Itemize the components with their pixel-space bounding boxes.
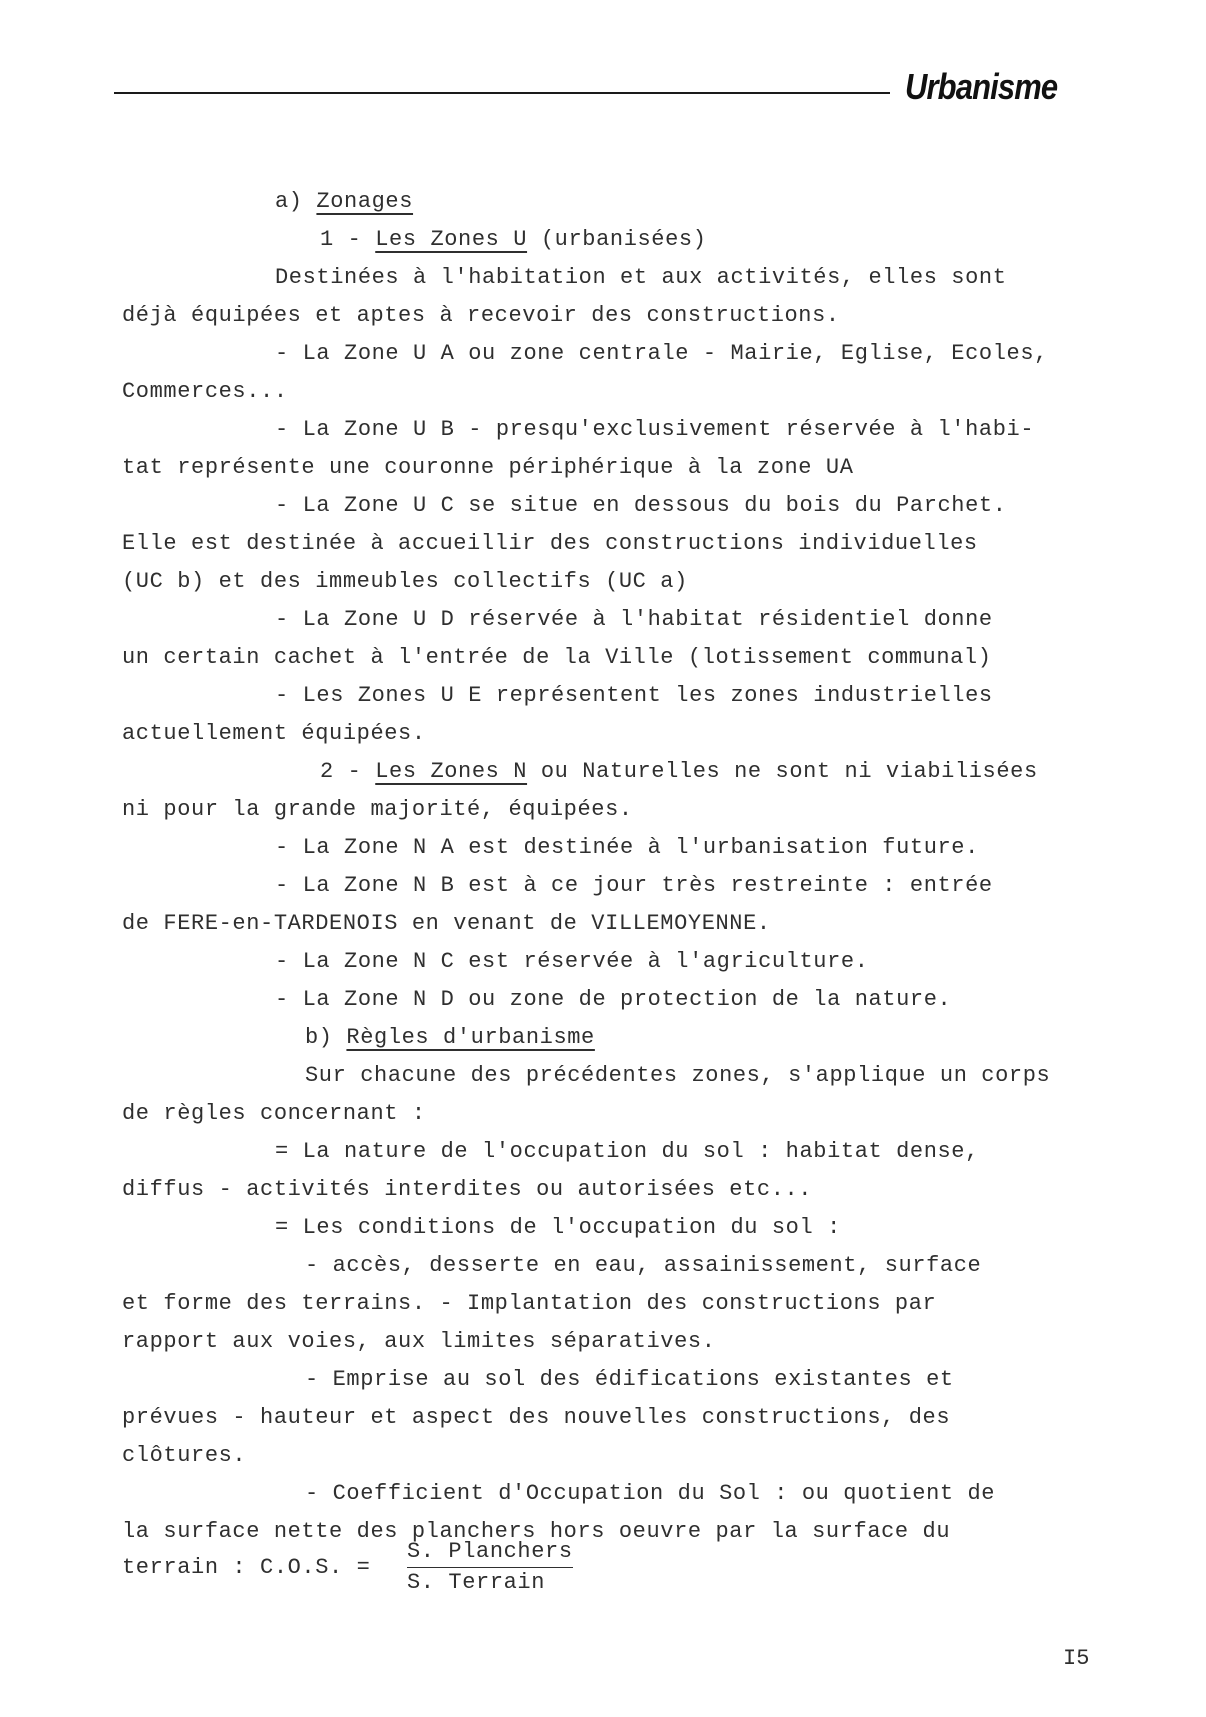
cos-line: - Coefficient d'Occupation du Sol : ou quotient de xyxy=(305,1481,996,1506)
cos-line: la surface nette des planchers hors oeuvre par la surface du xyxy=(122,1519,951,1544)
cos-line: terrain : C.O.S. = xyxy=(122,1555,371,1580)
zone-ue-line: - Les Zones U E représentent les zones industrielles xyxy=(275,683,993,708)
acces-line: rapport aux voies, aux limites séparatives. xyxy=(122,1329,716,1354)
header-title: Urbanisme xyxy=(905,66,1058,107)
zone-ua-line: - La Zone U A ou zone centrale - Mairie, Eglise, Ecoles, xyxy=(275,341,1048,366)
zones-u-title: Les Zones U xyxy=(375,227,528,252)
section-b-heading: b) Règles d'urbanisme xyxy=(305,1025,595,1050)
zone-uc-line: Elle est destinée à accueillir des constructions individuelles xyxy=(122,531,978,556)
header-rule xyxy=(114,92,890,94)
zonages-title: Zonages xyxy=(316,189,414,214)
emprise-line: clôtures. xyxy=(122,1443,247,1468)
nature-line: = La nature de l'occupation du sol : habitat dense, xyxy=(275,1139,979,1164)
paragraph-line: de règles concernant : xyxy=(122,1101,426,1126)
zone-ue-line: actuellement équipées. xyxy=(122,721,426,746)
zones-u-heading: 1 - Les Zones U (urbanisées) xyxy=(320,227,707,252)
emprise-line: prévues - hauteur et aspect des nouvelles constructions, des xyxy=(122,1405,951,1430)
zone-nb-line: de FERE-en-TARDENOIS en venant de VILLEMOYENNE. xyxy=(122,911,771,936)
zones-n-title: Les Zones N xyxy=(375,759,528,784)
acces-line: - accès, desserte en eau, assainissement, surface xyxy=(305,1253,982,1278)
page-number: I5 xyxy=(1063,1646,1090,1671)
paragraph-line: ni pour la grande majorité, équipées. xyxy=(122,797,633,822)
emprise-line: - Emprise au sol des édifications existantes et xyxy=(305,1367,954,1392)
zone-uc-line: (UC b) et des immeubles collectifs (UC a) xyxy=(122,569,688,594)
zone-nd-line: - La Zone N D ou zone de protection de la nature. xyxy=(275,987,952,1012)
zone-na-line: - La Zone N A est destinée à l'urbanisation future. xyxy=(275,835,979,860)
zone-nb-line: - La Zone N B est à ce jour très restreinte : entrée xyxy=(275,873,993,898)
paragraph-line: Sur chacune des précédentes zones, s'applique un corps xyxy=(305,1063,1051,1088)
zone-ud-line: un certain cachet à l'entrée de la Ville (lotissement communal) xyxy=(122,645,992,670)
nature-line: diffus - activités interdites ou autorisées etc... xyxy=(122,1177,813,1202)
zone-nc-line: - La Zone N C est réservée à l'agriculture. xyxy=(275,949,869,974)
acces-line: et forme des terrains. - Implantation des constructions par xyxy=(122,1291,937,1316)
cos-numerator: S. Planchers xyxy=(407,1537,573,1568)
cos-denominator: S. Terrain xyxy=(407,1570,546,1595)
cos-fraction xyxy=(407,1537,573,1598)
zone-ud-line: - La Zone U D réservée à l'habitat résidentiel donne xyxy=(275,607,993,632)
section-a-heading: a) Zonages xyxy=(275,189,414,214)
conditions-line: = Les conditions de l'occupation du sol : xyxy=(275,1215,841,1240)
zone-ua-line: Commerces... xyxy=(122,379,288,404)
zone-ub-line: tat représente une couronne périphérique à la zone UA xyxy=(122,455,854,480)
regles-title: Règles d'urbanisme xyxy=(346,1025,595,1050)
zone-ub-line: - La Zone U B - presqu'exclusivement réservée à l'habi- xyxy=(275,417,1035,442)
paragraph-line: Destinées à l'habitation et aux activités, elles sont xyxy=(275,265,1007,290)
zones-n-heading: 2 - Les Zones N ou Naturelles ne sont ni viabilisées xyxy=(320,759,1038,784)
zone-uc-line: - La Zone U C se situe en dessous du bois du Parchet. xyxy=(275,493,1007,518)
paragraph-line: déjà équipées et aptes à recevoir des constructions. xyxy=(122,303,840,328)
